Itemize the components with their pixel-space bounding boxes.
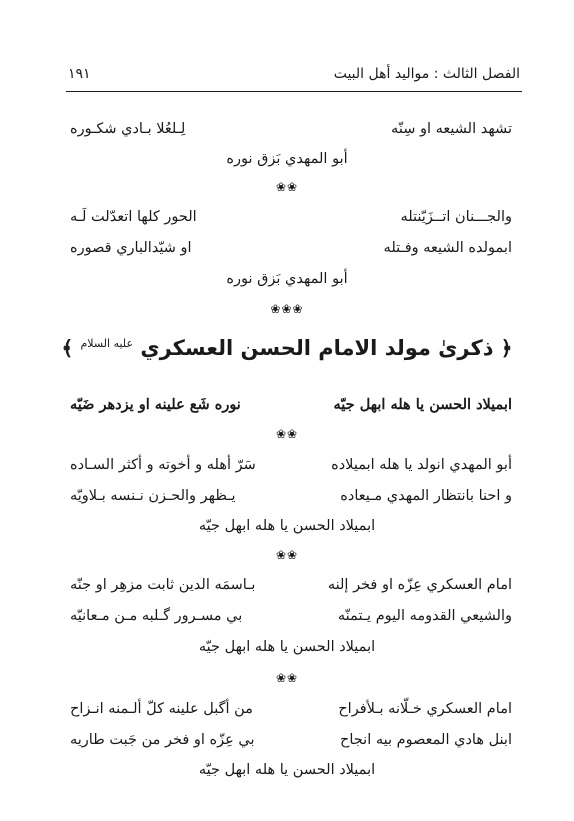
hemistich-left: سَرّ أهله و أخوته و أكثر السـاده [70,457,256,473]
hemistich-right: و احنا بانتظار المهدي مـيعاده [340,488,512,504]
hemistich-right: والجـــنان اتــزَيّنتله [400,209,512,225]
hemistich-left: نوره شَع علينه او يزدهر ضَيّه [70,396,241,413]
hemistich-left: يـظهر والحـزن نـنسه بـلاويّه [70,488,236,504]
hemistich-right: تشهد الشيعه او سِنّه [391,121,512,137]
couplet [70,488,512,514]
flower-ornament: ❀❀❀ [270,302,304,316]
hemistich-right: أبو المهدي انولد يا هله ابميلاده [331,457,512,473]
header-rule [66,91,522,92]
flower-ornament: ❀❀ [275,427,299,441]
hemistich-left: الحور كلها اتعدّلت لَـه [70,209,197,225]
hemistich-left: من أگبل علينه كلّ ألـمنه انـزاح [70,701,253,717]
section-heading [0,336,574,360]
hemistich-left: بي مسـرور گـلبه مـن مـعانيّه [70,608,243,624]
hemistich-right: والشيعي القدومه اليوم يـتمنّه [337,608,512,624]
heading-text: ذكرىٰ مولد الامام الحسن العسكري [140,336,494,360]
hemistich-right: ابنل هادي المعصوم بيه انجاح [340,732,512,748]
flower-ornament: ❀❀ [275,671,299,685]
couplet [70,457,512,483]
couplet [70,121,512,147]
refrain: أبو المهدي بَزق نوره [226,271,348,287]
couplet [70,209,512,235]
hemistich-right: ابمولده الشيعه وفـتله [383,240,512,256]
refrain: أبو المهدي بَزق نوره [226,151,348,167]
hemistich-left: بي عِزّه او فخر من جَبت طاريه [70,732,255,748]
page-number: ١٩١ [68,66,91,82]
hemistich-left: او شيّدالباري قصوره [70,240,192,256]
running-header [68,66,520,88]
hemistich-right: امام العسكري عِزّه او فخر إلنه [327,577,512,593]
refrain: ابميلاد الحسن يا هله ابهل جيّه [198,762,376,778]
hemistich-left: بـاسمَه الدين ثابت مزهِر او جنّه [70,577,256,593]
refrain: ابميلاد الحسن يا هله ابهل جيّه [198,518,376,534]
couplet [70,577,512,603]
hemistich-right: امام العسكري خـلّانه بـلأفراح [338,701,512,717]
opening-couplet [70,396,512,422]
couplet [70,240,512,266]
couplet [70,732,512,758]
hemistich-right: ابميلاد الحسن يا هله ابهل جيّه [333,396,512,413]
chapter-title: الفصل الثالث : مواليد أهل البيت [333,66,520,82]
couplet [70,608,512,634]
refrain: ابميلاد الحسن يا هله ابهل جيّه [198,639,376,655]
flower-ornament: ❀❀ [275,180,299,194]
heading-ornament-left: ﴾ [61,336,74,360]
honorific-mark: عليه السلام [80,337,134,350]
heading-ornament-right: ﴿ [500,336,513,360]
couplet [70,701,512,727]
flower-ornament: ❀❀ [275,548,299,562]
hemistich-left: لِـلعُلا بـادي شكـوره [70,121,186,137]
